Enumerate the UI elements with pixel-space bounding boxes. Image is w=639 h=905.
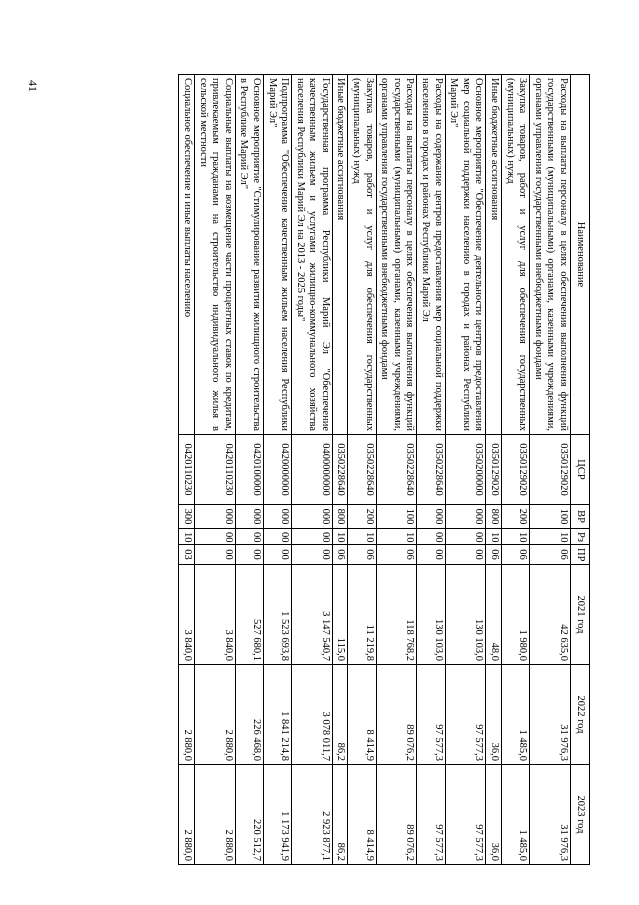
cell-rz: 00 [235, 529, 263, 545]
cell-csr: 0350228640 [332, 435, 348, 505]
cell-csr: 0350228640 [348, 435, 376, 505]
cell-rz: 10 [530, 529, 571, 545]
cell-rz: 00 [263, 529, 291, 545]
cell-2023: 8 414,9 [348, 765, 376, 865]
cell-2022: 1 841 214,8 [263, 665, 291, 765]
table-row [502, 75, 530, 865]
cell-csr: 0350228640 [417, 435, 445, 505]
cell-rz: 10 [502, 529, 530, 545]
cell-pr: 06 [486, 545, 502, 565]
header-csr: ЦСР [571, 435, 590, 505]
cell-csr: 0350200000 [445, 435, 486, 505]
cell-pr: 00 [292, 545, 333, 565]
cell-name: Основное мероприятие "Стимулирование развития жилищного строительства в Республике Марий Эл" [235, 75, 263, 435]
table-row [235, 75, 263, 865]
cell-2023: 89 076,2 [376, 765, 417, 865]
cell-rz: 10 [348, 529, 376, 545]
header-2022: 2022 год [571, 665, 590, 765]
cell-vr: 000 [445, 505, 486, 529]
cell-2023: 2 923 877,1 [292, 765, 333, 865]
cell-2022: 1 485,0 [502, 665, 530, 765]
cell-2021: 527 680,1 [235, 565, 263, 665]
cell-csr: 0350129020 [530, 435, 571, 505]
cell-rz: 00 [194, 529, 235, 545]
cell-pr: 06 [376, 545, 417, 565]
cell-2022: 8 414,9 [348, 665, 376, 765]
cell-2023: 2 880,0 [194, 765, 235, 865]
cell-name: Расходы на содержание центров предоставления мер социальной поддержки населению в городах и районах Республики Марий Эл [417, 75, 445, 435]
cell-csr: 0420110230 [194, 435, 235, 505]
cell-vr: 000 [194, 505, 235, 529]
cell-2023: 2 880,0 [179, 765, 195, 865]
cell-2023: 97 577,3 [417, 765, 445, 865]
cell-2022: 97 577,3 [445, 665, 486, 765]
cell-rz: 10 [332, 529, 348, 545]
cell-2021: 11 219,8 [348, 565, 376, 665]
cell-csr: 0400000000 [292, 435, 333, 505]
cell-vr: 800 [332, 505, 348, 529]
cell-name: Социальное обеспечение и иные выплаты населению [179, 75, 195, 435]
cell-pr: 00 [417, 545, 445, 565]
cell-pr: 00 [263, 545, 291, 565]
header-vr: ВР [571, 505, 590, 529]
cell-2021: 42 635,0 [530, 565, 571, 665]
cell-2022: 3 078 011,7 [292, 665, 333, 765]
cell-name: Закупка товаров, работ и услуг для обеспечения государственных (муниципальных) нужд [502, 75, 530, 435]
cell-name: Иные бюджетные ассигнования [332, 75, 348, 435]
cell-csr: 0350129020 [502, 435, 530, 505]
table-row [179, 75, 195, 865]
cell-vr: 200 [502, 505, 530, 529]
cell-rz: 10 [486, 529, 502, 545]
cell-pr: 06 [332, 545, 348, 565]
cell-2023: 1 173 941,9 [263, 765, 291, 865]
table-row [263, 75, 291, 865]
cell-2023: 1 485,0 [502, 765, 530, 865]
cell-vr: 000 [417, 505, 445, 529]
table-row [445, 75, 486, 865]
cell-2022: 97 577,3 [417, 665, 445, 765]
cell-2022: 89 076,2 [376, 665, 417, 765]
cell-pr: 06 [530, 545, 571, 565]
cell-2021: 3 840,0 [194, 565, 235, 665]
table-row [530, 75, 571, 865]
cell-2021: 118 768,2 [376, 565, 417, 665]
cell-name: Расходы на выплаты персоналу в целях обеспечения выполнения функций государственными (муниципальными) органами, казенными учреждениями, органами управления государственными внебюджетными фондами [530, 75, 571, 435]
cell-2021: 3 147 540,7 [292, 565, 333, 665]
cell-rz: 00 [445, 529, 486, 545]
header-name: Наименование [571, 75, 590, 435]
cell-name: Социальные выплаты на возмещение части процентных ставок по кредитам, привлекаемым гражданами на строительство индивидуального жилья в сельской местности [194, 75, 235, 435]
cell-2022: 226 468,0 [235, 665, 263, 765]
cell-2022: 31 976,3 [530, 665, 571, 765]
cell-2023: 86,2 [332, 765, 348, 865]
cell-csr: 0350129020 [486, 435, 502, 505]
page-number: 41 [26, 80, 40, 92]
table-row [348, 75, 376, 865]
cell-vr: 200 [348, 505, 376, 529]
cell-pr: 06 [348, 545, 376, 565]
cell-2022: 2 880,0 [194, 665, 235, 765]
cell-name: Основное мероприятие "Обеспечение деятельности центров предоставления мер социальной поддержки населению в городах и районах Республики Марий Эл" [445, 75, 486, 435]
header-2023: 2023 год [571, 765, 590, 865]
cell-rz: 00 [292, 529, 333, 545]
table-row [194, 75, 235, 865]
cell-pr: 03 [179, 545, 195, 565]
cell-name: Государственная программа Республики Марий Эл "Обеспечение качественным жильем и услугами жилищно-коммунального хозяйства населения Республики Марий Эл на 2013 - 2025 годы" [292, 75, 333, 435]
table-row [486, 75, 502, 865]
cell-2022: 36,0 [486, 665, 502, 765]
cell-2021: 48,0 [486, 565, 502, 665]
cell-vr: 000 [263, 505, 291, 529]
cell-name: Иные бюджетные ассигнования [486, 75, 502, 435]
cell-name: Подпрограмма "Обеспечение качественным жильем населения Республики Марий Эл" [263, 75, 291, 435]
table-row [292, 75, 333, 865]
cell-vr: 800 [486, 505, 502, 529]
table-header-row [571, 75, 590, 865]
cell-2021: 115,0 [332, 565, 348, 665]
cell-pr: 00 [194, 545, 235, 565]
cell-pr: 06 [502, 545, 530, 565]
cell-2023: 220 512,7 [235, 765, 263, 865]
cell-2021: 1 980,0 [502, 565, 530, 665]
cell-2021: 3 840,0 [179, 565, 195, 665]
table-row [417, 75, 445, 865]
cell-vr: 300 [179, 505, 195, 529]
header-2021: 2021 год [571, 565, 590, 665]
header-rz: Рз [571, 529, 590, 545]
cell-2022: 86,2 [332, 665, 348, 765]
cell-2021: 130 103,0 [417, 565, 445, 665]
cell-2023: 31 976,3 [530, 765, 571, 865]
cell-name: Закупка товаров, работ и услуг для обеспечения государственных (муниципальных) нужд [348, 75, 376, 435]
cell-csr: 0420100000 [235, 435, 263, 505]
cell-2022: 2 880,0 [179, 665, 195, 765]
table-row [376, 75, 417, 865]
cell-vr: 100 [376, 505, 417, 529]
cell-2023: 36,0 [486, 765, 502, 865]
cell-csr: 0420000000 [263, 435, 291, 505]
cell-2021: 1 523 693,8 [263, 565, 291, 665]
table-row [332, 75, 348, 865]
cell-2021: 130 103,0 [445, 565, 486, 665]
budget-table [178, 74, 590, 865]
cell-vr: 100 [530, 505, 571, 529]
cell-pr: 00 [445, 545, 486, 565]
cell-csr: 0350228640 [376, 435, 417, 505]
cell-rz: 00 [417, 529, 445, 545]
cell-vr: 000 [235, 505, 263, 529]
cell-2023: 97 577,3 [445, 765, 486, 865]
cell-rz: 10 [376, 529, 417, 545]
cell-csr: 0420110230 [179, 435, 195, 505]
cell-pr: 00 [235, 545, 263, 565]
table-body [179, 75, 571, 865]
cell-rz: 10 [179, 529, 195, 545]
budget-table-sheet [110, 74, 590, 864]
cell-vr: 000 [292, 505, 333, 529]
header-pr: ПР [571, 545, 590, 565]
cell-name: Расходы на выплаты персоналу в целях обеспечения выполнения функций государственными (муниципальными) органами, казенными учреждениями, органами управления государственными внебюджетными фондами [376, 75, 417, 435]
